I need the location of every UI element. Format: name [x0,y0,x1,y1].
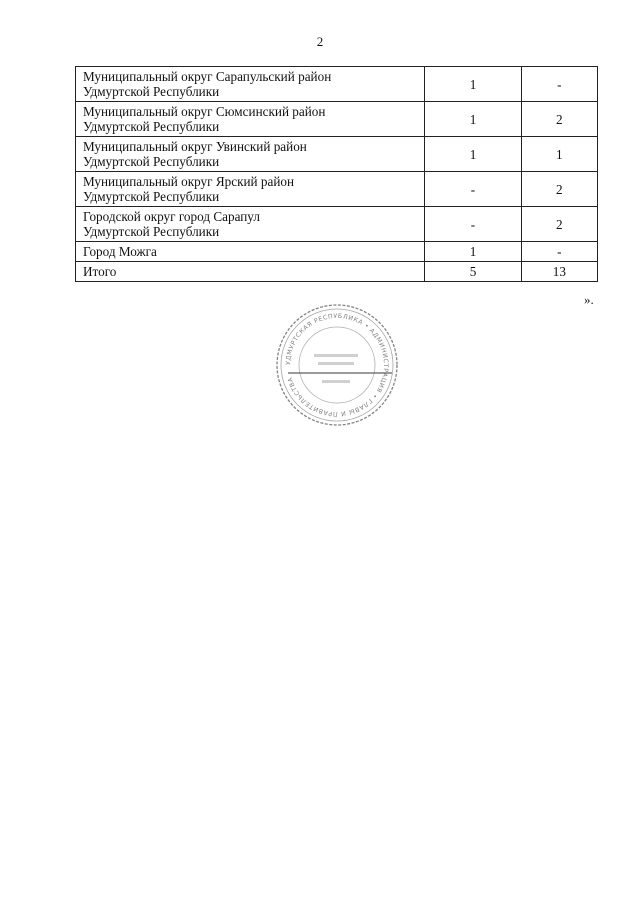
row-value-a: 1 [425,137,521,172]
table-row [76,102,598,137]
row-name-cell [76,172,425,207]
row-value-a: 1 [425,102,521,137]
row-value-b: 1 [521,137,597,172]
row-name-cell [76,67,425,102]
row-name-line: Удмуртской Республики [83,84,220,99]
row-value-b: 2 [521,102,597,137]
closing-quote: ». [584,292,594,307]
data-table [75,66,598,282]
row-value-b: 2 [521,207,597,242]
row-name-line: Город Можга [83,244,157,259]
table-row [76,137,598,172]
row-value-a: 1 [425,67,521,102]
row-name-line: Городской округ город Сарапул [83,209,260,224]
row-name-cell [76,242,425,262]
row-name-line: Удмуртской Республики [83,224,220,239]
table-row [76,172,598,207]
official-seal-stamp [274,302,400,428]
row-value-a: - [425,207,521,242]
row-name-cell [76,207,425,242]
row-value-b: 2 [521,172,597,207]
svg-text:УДМУРТСКАЯ РЕСПУБЛИКА • АДМИНИ [285,313,389,417]
row-name-line: Удмуртской Республики [83,189,220,204]
table-row [76,242,598,262]
row-name-line: Муниципальный округ Ярский район [83,174,295,189]
total-value-b: 13 [521,262,597,282]
row-name-line: Муниципальный округ Увинский район [83,139,307,154]
row-value-a: 1 [425,242,521,262]
page-number: 2 [316,34,324,49]
row-name-line: Удмуртской Республики [83,119,220,134]
table-total-row [76,262,598,282]
total-value-a: 5 [425,262,521,282]
row-value-b: - [521,67,597,102]
stamp-ring-text: УДМУРТСКАЯ РЕСПУБЛИКА • АДМИНИСТРАЦИЯ • ГЛАВЫ И ПРАВИТЕЛЬСТВА [284,312,390,418]
table-row [76,67,598,102]
row-value-a: - [425,172,521,207]
total-label: Итого [76,262,425,282]
row-name-line: Муниципальный округ Сюмсинский район [83,104,326,119]
table-row [76,207,598,242]
row-name-line: Удмуртской Республики [83,154,220,169]
row-name-cell [76,137,425,172]
row-name-line: Муниципальный округ Сарапульский район [83,69,332,84]
row-value-b: - [521,242,597,262]
row-name-cell [76,102,425,137]
